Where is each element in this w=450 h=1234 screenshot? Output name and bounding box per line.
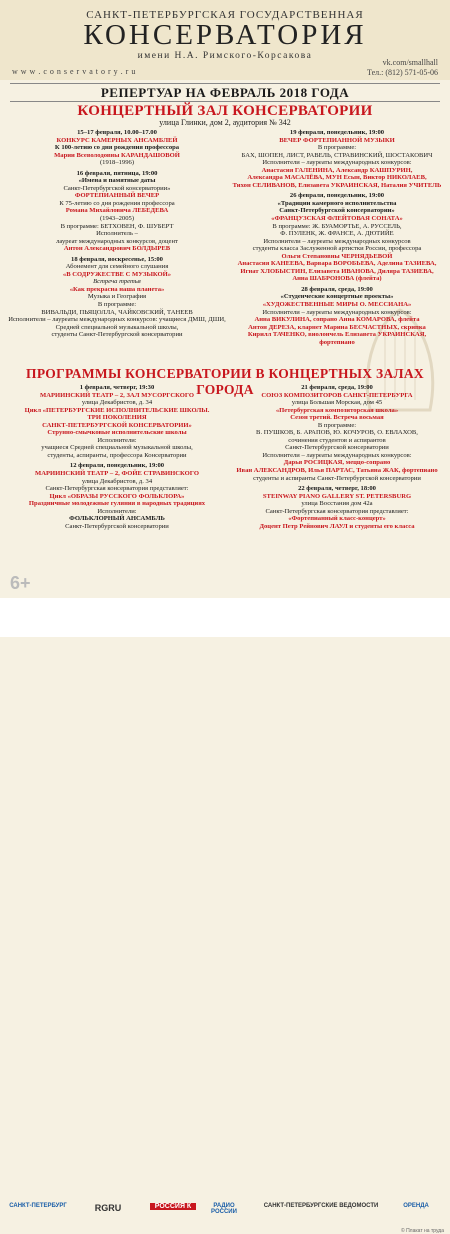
event-performer: студенты, аспиранты, профессора Консерватории [47, 451, 187, 459]
event-performer: лауреат международных конкурсов, доцент [56, 237, 178, 245]
logo-radio-russia: РАДИО РОССИИ [211, 1203, 237, 1215]
event-person: Антон Александрович БОЛДЫРЕВ [63, 245, 171, 253]
event-person: Иван АЛЕКСАНДРОВ, Илья ПАРТАС, Татьяна ЖАК, фортепиано [236, 467, 438, 475]
event-performer: студенты и аспиранты Санкт-Петербургской консерватории [253, 474, 421, 482]
event-performer: учащиеся Средней специальной музыкальной школы, [41, 444, 193, 452]
event-program: В программе: [317, 144, 357, 152]
section2-title: ПРОГРАММЫ КОНСЕРВАТОРИИ В КОНЦЕРТНЫХ ЗАЛАХ ГОРОДА [26, 366, 424, 397]
divider [10, 101, 440, 102]
event-years: (1943–2005) [99, 215, 135, 223]
event-address: улица Декабристов, д. 34 [81, 399, 153, 407]
event-person: Александра МАСАЛЁВА, МУН Есын, Виктор НИКОЛАЕВ, [247, 174, 427, 182]
event-desc: «Имена и памятные даты [78, 177, 156, 185]
event-title: ТРИ ПОКОЛЕНИЯ [87, 414, 147, 422]
section1-left-column [8, 129, 226, 342]
event-desc: Санкт-Петербургской консерватории» [279, 207, 395, 215]
event-title: «В СОДРУЖЕСТВЕ С МУЗЫКОЙ» [62, 270, 172, 278]
event-venue: СОЮЗ КОМПОЗИТОРОВ САНКТ-ПЕТЕРБУРГА [261, 391, 413, 399]
event-program: БАХ, ШОПЕН, ЛИСТ, РАВЕЛЬ, СТРАВИНСКИЙ, ШОСТАКОВИЧ [241, 151, 433, 159]
event-address: улица Большая Морская, дом 45 [291, 399, 383, 407]
event-performer: Исполнители – лауреаты международных конкурсов [263, 237, 411, 245]
section1-address: улица Глинки, дом 2, аудитория № 342 [159, 118, 291, 127]
logo-rgru: RGRU [94, 1203, 122, 1213]
section2-left-column [8, 384, 226, 533]
event-desc: Санкт-Петербургская консерватория представляет: [45, 485, 189, 493]
event-program: сочинения студентов и аспирантов [288, 436, 386, 444]
event-program: В программе: Ж. БУАМОРТЬЕ, А. РУССЕЛЬ, [272, 222, 402, 230]
event-performer: Исполнитель – [96, 230, 138, 238]
event [8, 384, 226, 459]
event [8, 462, 226, 530]
event-desc: «Студенческие концертные проекты» [280, 293, 394, 301]
event [230, 485, 444, 530]
event-title: Струнно-смычковые исполнительские школы [47, 429, 187, 437]
event-program: В программе: БЕТХОВЕН, Ф. ШУБЕРТ [60, 222, 174, 230]
section1-right-column [230, 129, 444, 349]
event-program: В программе: [317, 421, 357, 429]
event-date: 18 февраля, воскресенье, 15:00 [71, 255, 163, 263]
event-address: улица Восстания дом 42а [301, 500, 373, 508]
event-person: Ольги Степановны ЧЕРНЯДЬЕВОЙ [281, 252, 393, 260]
event-venue: МАРИИНСКИЙ ТЕАТР – 2, ЗАЛ МУСОРГСКОГО [40, 391, 194, 399]
event-date: 22 февраля, четверг, 18:00 [298, 485, 376, 493]
age-rating: 6+ [10, 573, 31, 593]
event-desc: Санкт-Петербургской консерватории» [63, 184, 171, 192]
event-title: «ФРАНЦУЗСКАЯ ФЛЕЙТОВАЯ СОНАТА» [271, 215, 403, 223]
logo-vedomosti: САНКТ-ПЕТЕРБУРГСКИЕ ВЕДОМОСТИ [263, 1203, 379, 1209]
event [8, 170, 226, 253]
event-date: 16 февраля, пятница, 19:00 [76, 169, 158, 177]
event-title: Праздничные молодежные гуляния в народных традициях [28, 500, 206, 508]
footer-logos [0, 598, 450, 1234]
credit: © Плакат на труда [401, 1228, 444, 1234]
event-venue: МАРИИНСКИЙ ТЕАТР – 2, ФОЙЕ СТРАВИНСКОГО [35, 470, 199, 478]
event-person: Кирилл ТАЧЕНКО, виолончель Елизавета УКРАИНСКАЯ, фортепиано [247, 331, 427, 346]
event-title: «Как прекрасна наша планета» [69, 285, 165, 293]
event-person: Марии Всеволодовны КАРАНДАШОВОЙ [54, 151, 180, 159]
logo-orenda: ОРЕНДА [403, 1203, 429, 1209]
event-desc: Встреча третья [93, 278, 141, 286]
event [230, 384, 444, 482]
event-performer: Санкт-Петербургской консерватории [65, 522, 169, 530]
event-program: В программе: [97, 301, 137, 309]
event-venue: STEINWAY PIANO GALLERY ST. PETERSBURG [262, 492, 412, 500]
event-address: улица Декабристов, д. 34 [81, 477, 153, 485]
event-performer: Исполнители – лауреаты международных конкурсов: [262, 451, 412, 459]
event-performer: Средней специальной музыкальной школы, [55, 323, 179, 331]
event-person: Игнат ХЛОБЫСТИН, Елизавета ИВАНОВА, Диляра ТАЗИЕВА, [240, 267, 434, 275]
event-program: Ф. ПУЛЕНК, Ж. ФРАНСЕ, А. ДЮТИЙЕ [280, 230, 394, 238]
event-performer: Исполнители – лауреаты международных конкурсов: учащиеся ДМШ, ДШИ, [8, 316, 226, 324]
event-program: ВИВАЛЬДИ, ПЬЯЦОЛЛА, ЧАЙКОВСКИЙ, ТАНЕЕВ [41, 308, 193, 316]
event-performer: Исполнители – лауреаты международных конкурсов: [262, 159, 412, 167]
event-person: Анастасия ГАЛЕНИНА, Александр КАШПУРИН, [261, 166, 413, 174]
event-performer: ФОЛЬКЛОРНЫЙ АНСАМБЛЬ [69, 515, 165, 523]
event-title: «Фортепианный класс-концерт» [288, 515, 386, 523]
event-desc: Санкт-Петербургская консерватория представляет: [265, 507, 409, 515]
event [230, 286, 444, 346]
event-date: 15–17 февраля, 10.00–17.00 [77, 129, 157, 136]
section2-right-column [230, 384, 444, 533]
phone: Тел.: (812) 571-05-06 [366, 68, 438, 77]
logo-russia-k: РОССИЯ К [150, 1203, 196, 1210]
event [230, 192, 444, 283]
event-person: Анна ШАБРОНОВА (флейта) [292, 275, 382, 283]
event-date: 26 февраля, понедельник, 19:00 [289, 192, 385, 200]
event-desc: К 100-летию со дня рождения профессора [54, 144, 180, 152]
header [0, 0, 450, 80]
event-person: Тихон СЕЛИВАНОВ, Елизавета УКРАИНСКАЯ, Наталия УЧИТЕЛЬ [232, 181, 442, 189]
event-title: Цикл «ПЕТЕРБУРГСКИЕ ИСПОЛНИТЕЛЬСКИЕ ШКОЛЫ. [24, 406, 210, 414]
event-person: Антон ДЕРЕЗА, кларнет Марина БЕСЧАСТНЫХ, скрипка [248, 323, 426, 331]
event-title: Сезон третий. Встреча восьмая [290, 414, 384, 422]
event-desc: К 75-летию со дня рождения профессора [59, 199, 175, 207]
event-years: (1918–1996) [99, 159, 135, 167]
event-desc: Абонемент для семейного слушания [65, 263, 169, 271]
event-performer: студенты класса Заслуженной артистки России, профессора [252, 245, 422, 253]
event-date: 21 февраля, среда, 19:00 [301, 384, 373, 391]
event-title: «ХУДОЖЕСТВЕННЫЕ МИРЫ О. МЕССИАНА» [262, 301, 412, 309]
header-title: КОНСЕРВАТОРИЯ [83, 19, 367, 51]
event-desc: «Традиции камерного исполнительства [277, 199, 397, 207]
event-program: В. ПУШКОВ, Б. АРАПОВ, Ю. КОЧУРОВ, О. ЕВЛАХОВ, [256, 429, 418, 437]
header-subtitle: имени Н.А. Римского-Корсакова [137, 51, 313, 61]
event-performer: Исполнители: [97, 436, 137, 444]
event-title: «Петербургская композиторская школа» [275, 406, 399, 414]
event-title: Цикл «ОБРАЗЫ РУССКОГО ФОЛЬКЛОРА» [49, 492, 185, 500]
event-person: Доцент Петр Рейнович ЛАУЛ и студенты его класса [259, 522, 415, 530]
event-performer: Исполнители – лауреаты международных конкурсов: [262, 308, 412, 316]
event-title: КОНКУРС КАМЕРНЫХ АНСАМБЛЕЙ [56, 136, 178, 144]
event [8, 129, 226, 167]
event [230, 129, 444, 189]
vk-link[interactable]: vk.com/smallhall [382, 58, 438, 67]
event-person: Анастасия КАНЕЕВА, Варвара ВОРОБЬЕВА, Аделина ТАЗИЕВА, [237, 260, 437, 268]
header-line1: САНКТ-ПЕТЕРБУРГСКАЯ ГОСУДАРСТВЕННАЯ [86, 9, 364, 21]
event-date: 28 февраля, среда, 19:00 [301, 285, 373, 293]
event-title: ВЕЧЕР ФОРТЕПИАННОЙ МУЗЫКИ [279, 136, 395, 144]
event-desc: Музыка и География [87, 293, 147, 301]
event-date: 1 февраля, четверг, 19:30 [79, 384, 155, 391]
event-performer: Исполнители: [97, 507, 137, 515]
event-person: Анна ВИКУЛИНА, сопрано Анна КОМАРОВА, флейта [254, 316, 420, 324]
website-link[interactable]: w w w . c o n s e r v a t o r y . r u [12, 67, 136, 76]
event-person: Романа Михайловича ЛЕБЕДЕВА [65, 207, 169, 215]
event-performer: студенты Санкт-Петербургской консерватории [51, 331, 183, 339]
event-program: Санкт-Петербургской консерватории [285, 444, 389, 452]
section1-title: КОНЦЕРТНЫЙ ЗАЛ КОНСЕРВАТОРИИ [77, 103, 373, 119]
logo-spb: САНКТ-ПЕТЕРБУРГ [9, 1203, 67, 1209]
event [8, 256, 226, 339]
event-date: 19 февраля, понедельник, 19:00 [289, 129, 385, 136]
event-title: ФОРТЕПИАННЫЙ ВЕЧЕР [74, 192, 160, 200]
event-person: Дарья РОСИЦКАЯ, меццо-сопрано [283, 459, 391, 467]
divider [10, 83, 440, 84]
event-date: 12 февраля, понедельник, 19:00 [69, 462, 165, 470]
event-title: САНКТ-ПЕТЕРБУРГСКОЙ КОНСЕРВАТОРИИ» [42, 421, 192, 429]
repertoire-title: РЕПЕРТУАР НА ФЕВРАЛЬ 2018 ГОДА [100, 85, 350, 100]
